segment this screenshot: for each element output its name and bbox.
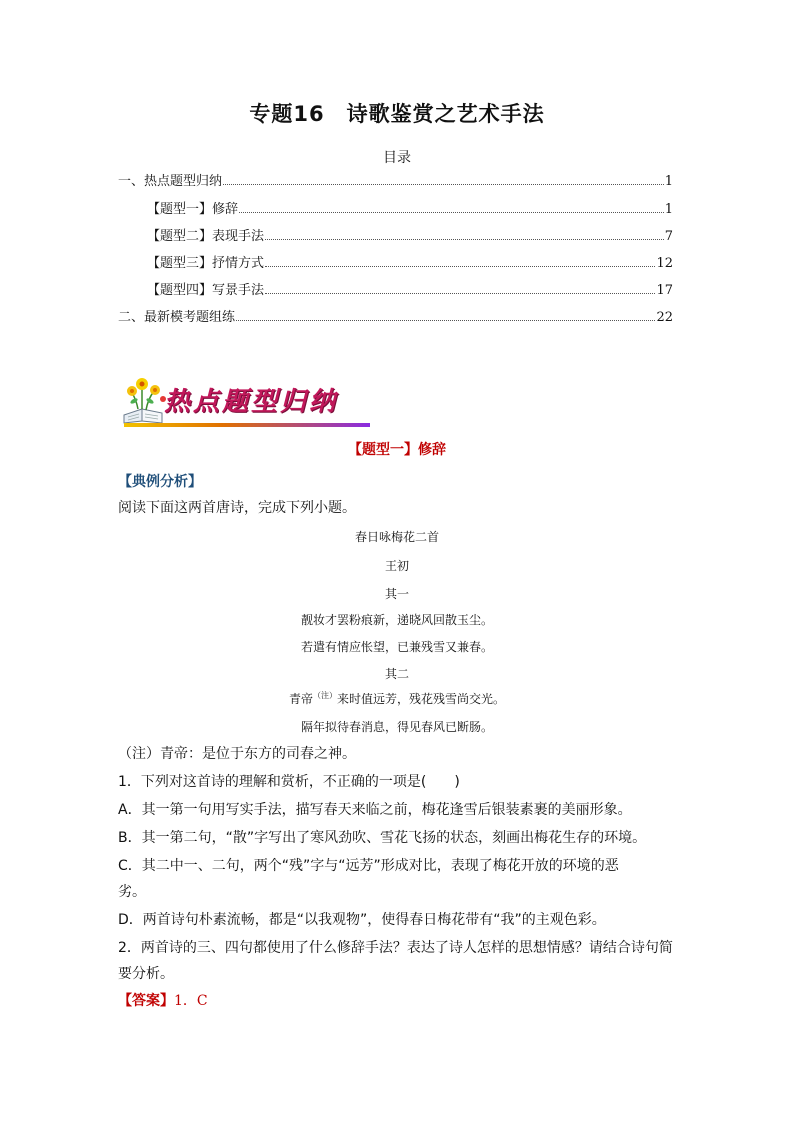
answer-value: 1．C <box>174 993 208 1009</box>
toc-entry-label: 【题型二】表现手法 <box>147 229 265 244</box>
poem-line <box>0 690 794 707</box>
toc-entry[interactable] <box>118 309 673 325</box>
poem-line: 靓妆才罢粉痕新，递晓风回散玉尘。 <box>300 613 493 627</box>
toc-entry-label: 一、热点题型归纳 <box>118 174 223 189</box>
banner-heading: 热点题型归纳 <box>164 387 339 417</box>
toc-leader <box>236 320 655 321</box>
open-book-flowers-icon <box>118 377 170 425</box>
page-title: 专题16 诗歌鉴赏之艺术手法 <box>249 102 545 126</box>
poem-line: 若遣有情应怅望，已兼残雪又兼春。 <box>300 640 493 654</box>
toc-entry[interactable] <box>147 282 673 298</box>
toc-entry[interactable] <box>147 201 673 217</box>
answer-tag: 【答案】 <box>118 993 174 1009</box>
toc-leader <box>239 212 664 213</box>
toc-entry-label: 【题型四】写景手法 <box>147 283 265 298</box>
poem-author: 王初 <box>384 559 409 573</box>
toc-entry-page: 17 <box>656 283 673 298</box>
toc-entry[interactable] <box>147 228 673 244</box>
poem-part-label: 其二 <box>384 667 409 681</box>
footnote: （注）青帝：是位于东方的司春之神。 <box>118 746 356 762</box>
toc-leader <box>265 266 655 267</box>
option-b: B．其一第二句，“散”字写出了寒风劲吹、雪花飞扬的状态，刻画出梅花生存的环境。 <box>118 830 647 846</box>
option-c-continued: 劣。 <box>118 884 146 900</box>
toc-entry[interactable] <box>147 255 673 271</box>
poem-title: 春日咏梅花二首 <box>354 530 439 544</box>
banner-underline <box>124 423 370 427</box>
toc-entry-label: 【题型一】修辞 <box>147 202 239 217</box>
question-2-continued: 要分析。 <box>118 966 174 982</box>
poem-line: 隔年拟待春消息，得见春风已断肠。 <box>300 720 493 734</box>
option-d: D．两首诗句朴素流畅，都是“以我观物”，使得春日梅花带有“我”的主观色彩。 <box>118 912 606 928</box>
section-banner <box>118 377 378 429</box>
question-1: 1．下列对这首诗的理解和赏析，不正确的一项是( ) <box>118 774 460 790</box>
toc-entry-page: 1 <box>664 202 673 217</box>
toc-heading: 目录 <box>383 150 411 166</box>
answer-line <box>118 990 208 1010</box>
section-title: 【题型一】修辞 <box>348 442 446 458</box>
question-2: 2．两首诗的三、四句都使用了什么修辞手法？表达了诗人怎样的思想情感？请结合诗句简 <box>118 940 673 956</box>
toc-entry-page: 7 <box>664 229 673 244</box>
poem-line-start: 青帝 <box>288 692 313 706</box>
toc-entry[interactable] <box>118 173 673 189</box>
toc-entry-page: 12 <box>656 256 673 271</box>
instruction-text: 阅读下面这两首唐诗，完成下列小题。 <box>118 500 356 516</box>
toc-leader <box>265 239 664 240</box>
poem-part-label: 其一 <box>384 587 409 601</box>
toc-entry-label: 【题型三】抒情方式 <box>147 256 265 271</box>
option-a: A．其一第一句用写实手法，描写春天来临之前，梅花逢雪后银装素裹的美丽形象。 <box>118 802 632 818</box>
example-heading: 【典例分析】 <box>118 474 202 490</box>
toc-entry-page: 1 <box>664 174 673 189</box>
toc-entry-page: 22 <box>656 310 673 325</box>
poem-line-rest: 来时值远芳，残花残雪尚交光。 <box>337 692 506 706</box>
toc-leader <box>223 184 664 185</box>
toc-leader <box>265 293 655 294</box>
option-c: C．其二中一、二句，两个“残”字与“远芳”形成对比，表现了梅花开放的环境的恶 <box>118 858 619 874</box>
poem-note-marker: （注） <box>313 691 337 700</box>
toc-entry-label: 二、最新模考题组练 <box>118 310 236 325</box>
